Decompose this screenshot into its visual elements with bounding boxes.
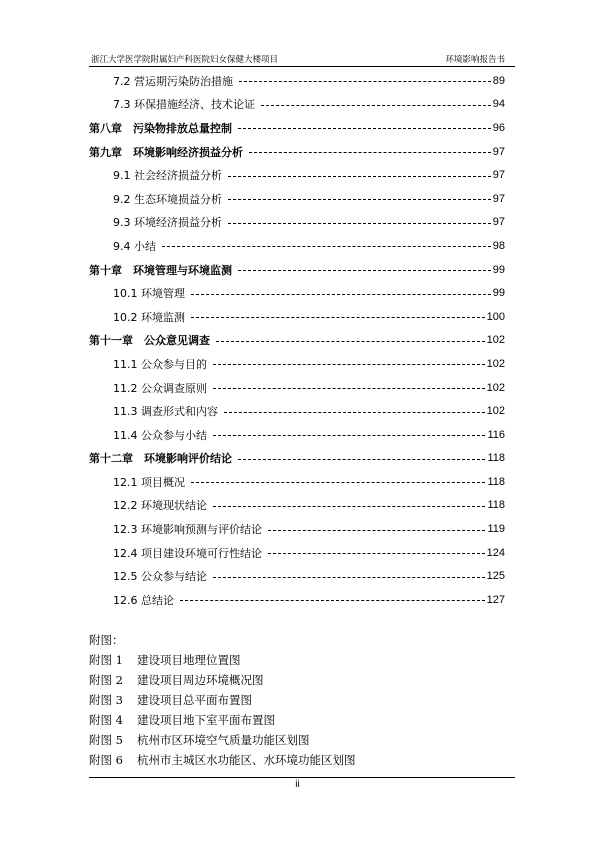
toc-leader-dots [239,81,491,82]
appendix-item [89,670,519,690]
toc-leader-dots [213,506,485,507]
appendix-item-text: 建设项目地理位置图 [137,653,241,667]
appendix-item-number: 附图 2 [89,673,123,687]
appendix-item [89,650,519,670]
toc-entry-title: 10.1 环境管理 [113,287,185,301]
toc-leader-dots [191,317,485,318]
toc-leader-dots [213,388,485,389]
toc-entry-page: 102 [486,405,505,418]
toc-entry-page: 124 [486,546,505,559]
toc-section-entry[interactable] [89,93,505,117]
toc-entry-page: 99 [492,263,505,276]
toc-section-entry[interactable] [89,69,505,93]
toc-section-entry[interactable] [89,211,505,235]
appendix-item-number: 附图 4 [89,713,123,727]
table-of-contents [89,69,505,612]
toc-section-entry[interactable] [89,305,505,329]
toc-section-entry[interactable] [89,423,505,447]
toc-entry-page: 98 [492,239,505,252]
toc-section-entry[interactable] [89,352,505,376]
appendix-list [89,630,519,770]
toc-leader-dots [162,246,491,247]
toc-section-entry[interactable] [89,163,505,187]
toc-chapter-entry[interactable] [89,447,505,471]
appendix-item-text: 杭州市区环境空气质量功能区划图 [137,733,310,747]
toc-section-entry[interactable] [89,588,505,612]
footer-divider [89,777,515,778]
appendix-item-number: 附图 1 [89,653,123,667]
header-project-title: 浙江大学医学院附属妇产科医院妇女保健大楼项目 [91,55,279,65]
toc-chapter-entry[interactable] [89,258,505,282]
toc-leader-dots [191,482,485,483]
toc-entry-title: 7.3 环保措施经济、技术论证 [113,98,255,112]
toc-entry-title: 9.3 环境经济损益分析 [113,216,222,230]
toc-entry-title: 9.2 生态环境损益分析 [113,192,222,206]
toc-entry-page: 94 [492,98,505,111]
appendix-item-number: 附图 3 [89,693,123,707]
toc-section-entry[interactable] [89,541,505,565]
toc-entry-page: 97 [492,216,505,229]
toc-entry-page: 118 [487,475,505,488]
toc-leader-dots [216,341,485,342]
toc-entry-page: 116 [487,428,505,441]
toc-section-entry[interactable] [89,470,505,494]
toc-section-entry[interactable] [89,376,505,400]
toc-leader-dots [238,270,491,271]
toc-entry-page: 125 [486,570,505,583]
toc-entry-title: 11.1 公众参与目的 [113,357,207,371]
toc-leader-dots [191,294,491,295]
appendix-item-number: 附图 6 [89,753,123,767]
toc-entry-page: 127 [486,593,505,606]
toc-entry-title: 第九章 环境影响经济损益分析 [89,145,243,159]
appendix-title: 附图： [89,633,124,647]
toc-entry-title: 12.3 环境影响预测与评价结论 [113,523,262,537]
toc-chapter-entry[interactable] [89,140,505,164]
toc-entry-title: 第十一章 公众意见调查 [89,334,210,348]
toc-entry-title: 第十章 环境管理与环境监测 [89,263,232,277]
toc-entry-title: 7.2 营运期污染防治措施 [113,74,233,88]
toc-entry-page: 118 [487,499,505,512]
appendix-item [89,750,519,770]
appendix-item-text: 建设项目总平面布置图 [137,693,252,707]
toc-entry-title: 12.5 公众参与结论 [113,570,207,584]
toc-entry-title: 12.4 项目建设环境可行性结论 [113,546,262,560]
toc-leader-dots [228,176,491,177]
toc-entry-page: 119 [487,523,505,536]
toc-entry-page: 118 [487,452,505,465]
toc-leader-dots [213,435,485,436]
toc-entry-page: 97 [492,192,505,205]
toc-entry-page: 102 [486,334,505,347]
appendix-item [89,690,519,710]
appendix-item-text: 建设项目周边环境概况图 [137,673,264,687]
toc-leader-dots [249,152,491,153]
toc-section-entry[interactable] [89,281,505,305]
header-report-title: 环境影响报告书 [445,55,505,65]
toc-entry-page: 89 [492,74,505,87]
toc-leader-dots [213,364,485,365]
toc-chapter-entry[interactable] [89,329,505,353]
toc-leader-dots [268,553,485,554]
toc-entry-title: 11.4 公众参与小结 [113,428,207,442]
toc-leader-dots [261,105,491,106]
appendix-item-text: 建设项目地下室平面布置图 [137,713,275,727]
toc-leader-dots [228,199,491,200]
toc-section-entry[interactable] [89,517,505,541]
toc-chapter-entry[interactable] [89,116,505,140]
toc-section-entry[interactable] [89,494,505,518]
appendix-item-number: 附图 5 [89,733,123,747]
toc-entry-page: 102 [486,357,505,370]
toc-entry-title: 12.2 环境现状结论 [113,499,207,513]
page-header [89,48,515,67]
toc-leader-dots [238,128,491,129]
toc-entry-page: 100 [486,310,505,323]
toc-entry-title: 第八章 污染物排放总量控制 [89,121,232,135]
toc-entry-title: 9.1 社会经济损益分析 [113,169,222,183]
appendix-item-text: 杭州市主城区水功能区、水环境功能区划图 [137,753,356,767]
toc-entry-page: 102 [486,381,505,394]
toc-section-entry[interactable] [89,234,505,258]
toc-entry-title: 10.2 环境监测 [113,310,185,324]
appendix-item [89,710,519,730]
appendix-item [89,730,519,750]
toc-entry-page: 96 [492,121,505,134]
toc-leader-dots [268,530,485,531]
toc-leader-dots [213,577,485,578]
toc-entry-title: 12.1 项目概况 [113,475,185,489]
page-number: ii [295,779,300,790]
toc-leader-dots [180,600,485,601]
toc-entry-page: 97 [492,145,505,158]
toc-leader-dots [224,412,485,413]
toc-section-entry[interactable] [89,399,505,423]
toc-entry-title: 9.4 小结 [113,239,156,253]
toc-section-entry[interactable] [89,564,505,588]
toc-section-entry[interactable] [89,187,505,211]
toc-leader-dots [238,459,485,460]
toc-entry-page: 97 [492,169,505,182]
toc-entry-title: 第十二章 环境影响评价结论 [89,452,232,466]
toc-entry-title: 11.2 公众调查原则 [113,381,207,395]
toc-entry-page: 99 [492,287,505,300]
toc-leader-dots [228,223,491,224]
toc-entry-title: 12.6 总结论 [113,593,174,607]
toc-entry-title: 11.3 调查形式和内容 [113,405,218,419]
